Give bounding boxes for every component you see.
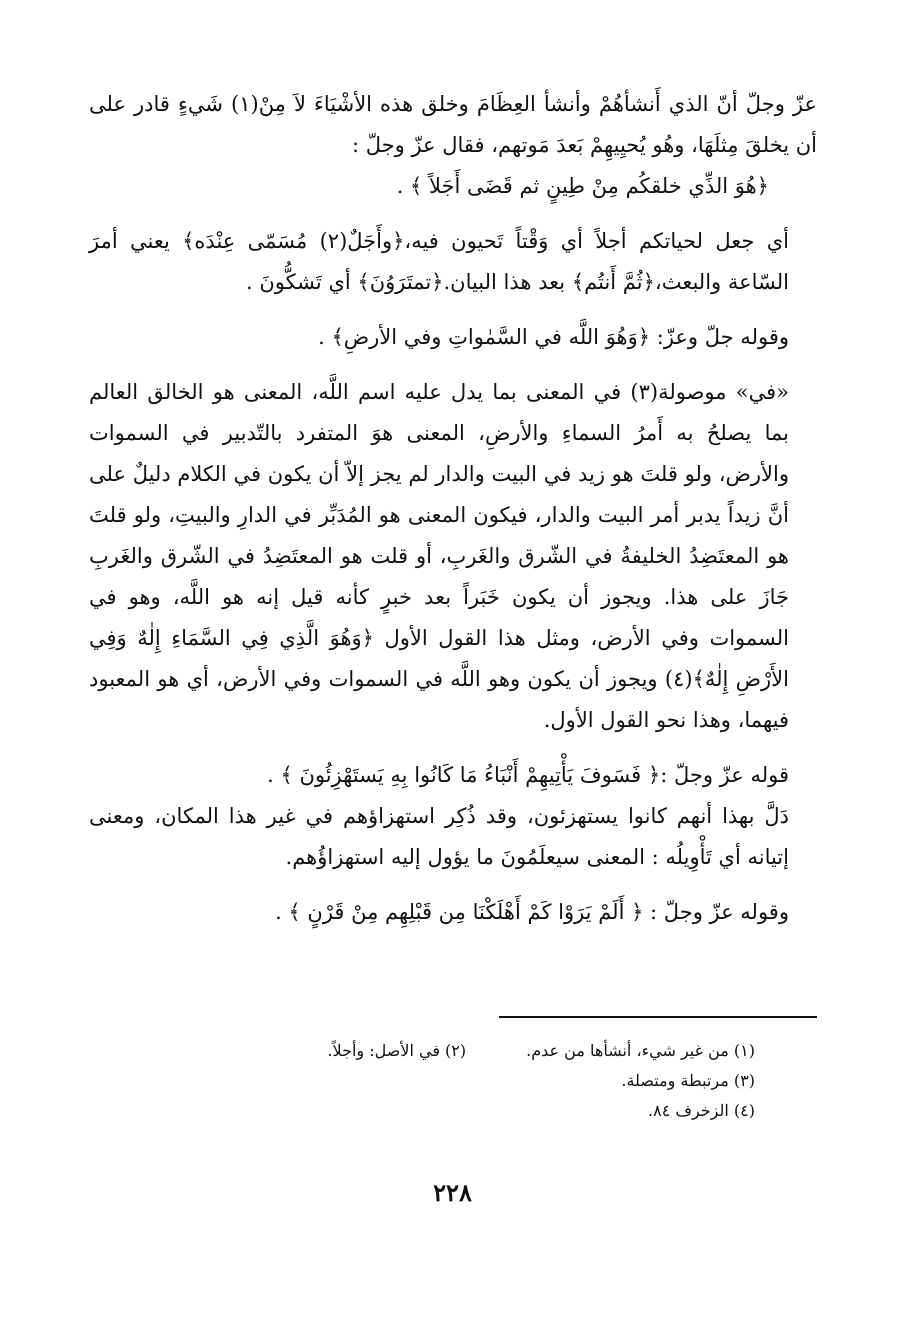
page-number: ٢٢٨: [433, 1178, 472, 1207]
paragraph-4: «في» موصولة(٣) في المعنى بما يدل عليه اسم اللَّه، المعنى هو الخالق العالم بما يصلحُ به أَمرُ السماءِ والأرضِ، المعنى هوَ المتفرد بالتّدبير في السموات والأرض، ولو قلتَ هو زيد في البيت والدار لم يجز إلاّ أن يكون في الكلام دليلٌ على أنَّ زيداً يدبر أمر البيت والدار، فيكون المعنى هو المُدَبِّر في الدارِ والبيتِ، ولو قلتَ هو المعتَضِدُ الخليفةُ في الشّرق والغَربِ، أو قلت هو المعتَضِدُ في الشّرق والغَربِ جَازَ على هذا. ويجوز أن يكون خَبَراً بعد خبرٍ كأنه قيل إنه هو اللَّه، وهو في السموات وفي الأرض، ومثل هذا القول الأول ﴿وَهُوَ الَّذِي فِي السَّمَاءِ إِلٰهٌ وَفِي الأَرْضِ إِلٰهٌ﴾(٤) ويجوز أن يكون وهو اللَّه في السموات وفي الأرض، أي هو المعبود فيهما، وهذا نحو القول الأول.: [89, 380, 789, 732]
footnote-1: (١) من غير شيء، أنشأها من عدم.: [526, 1041, 755, 1060]
footnote-2: (٢) في الأصل: وأجلاً.: [327, 1041, 467, 1060]
paragraph-6: دَلَّ بهذا أنهم كانوا يستهزئون، وقد ذُكِر استهزاؤهم في غير هذا المكان، ومعنى إتيانه أي تَأْوِيلُه : المعنى سيعلَمُونَ ما يؤول إليه استهزاؤُهم.: [89, 804, 789, 869]
paragraph-1: عزّ وجلّ أنّ الذي أَنشأهُمْ وأنشأ العِظَامَ وخلق هذه الأشْيَاءَ لاَ مِنْ(١) شَيءٍ قادر على أن يخلقَ مِثلَهَا، وهُو يُحيِيهِمْ بَعدَ مَوتهم، فقال عزّ وجلّ :: [89, 92, 817, 157]
paragraph-2: أي جعل لحياتكم أجلاً أي وَقْتاً تَحيون فيه،﴿وأَجَلٌ(٢) مُسَمّى عِنْدَه﴾ يعني أمرَ السّاعة والبعث،﴿ثُمَّ أَنتُم﴾ بعد هذا البيان.﴿تمتَرَوُنَ﴾ أي تَشكُّونَ .: [89, 229, 789, 294]
footnote-divider: [499, 1016, 817, 1018]
page-body: [89, 84, 817, 933]
footnotes: [155, 1036, 755, 1126]
paragraph-5: قوله عزّ وجلّ :﴿ فَسَوفَ يَأْتِيهِمْ أَنْبَاءُ مَا كَانُوا بِهِ يَستَهْزِئُونَ ﴾ .: [267, 763, 789, 787]
footnote-row: [155, 1036, 755, 1066]
footnote-4: (٤) الزخرف ٨٤.: [648, 1101, 755, 1120]
paragraph-3: وقوله جلّ وعزّ: ﴿وَهُوَ اللَّه في السَّمٰواتِ وفي الأرضِ﴾ .: [318, 325, 789, 349]
quran-verse-1: ﴿هُوَ الذِّي خلقكُم مِنْ طِينٍ ثم قَضَى أَجَلاً ﴾ .: [396, 174, 769, 198]
footnote-3: (٣) مرتبطة ومتصلة.: [621, 1071, 755, 1090]
paragraph-7: وقوله عزّ وجلّ : ﴿ أَلَمْ يَرَوْا كَمْ أَهْلَكْنَا مِن قَبْلِهِم مِنْ قَرْنٍ ﴾ .: [275, 900, 789, 924]
